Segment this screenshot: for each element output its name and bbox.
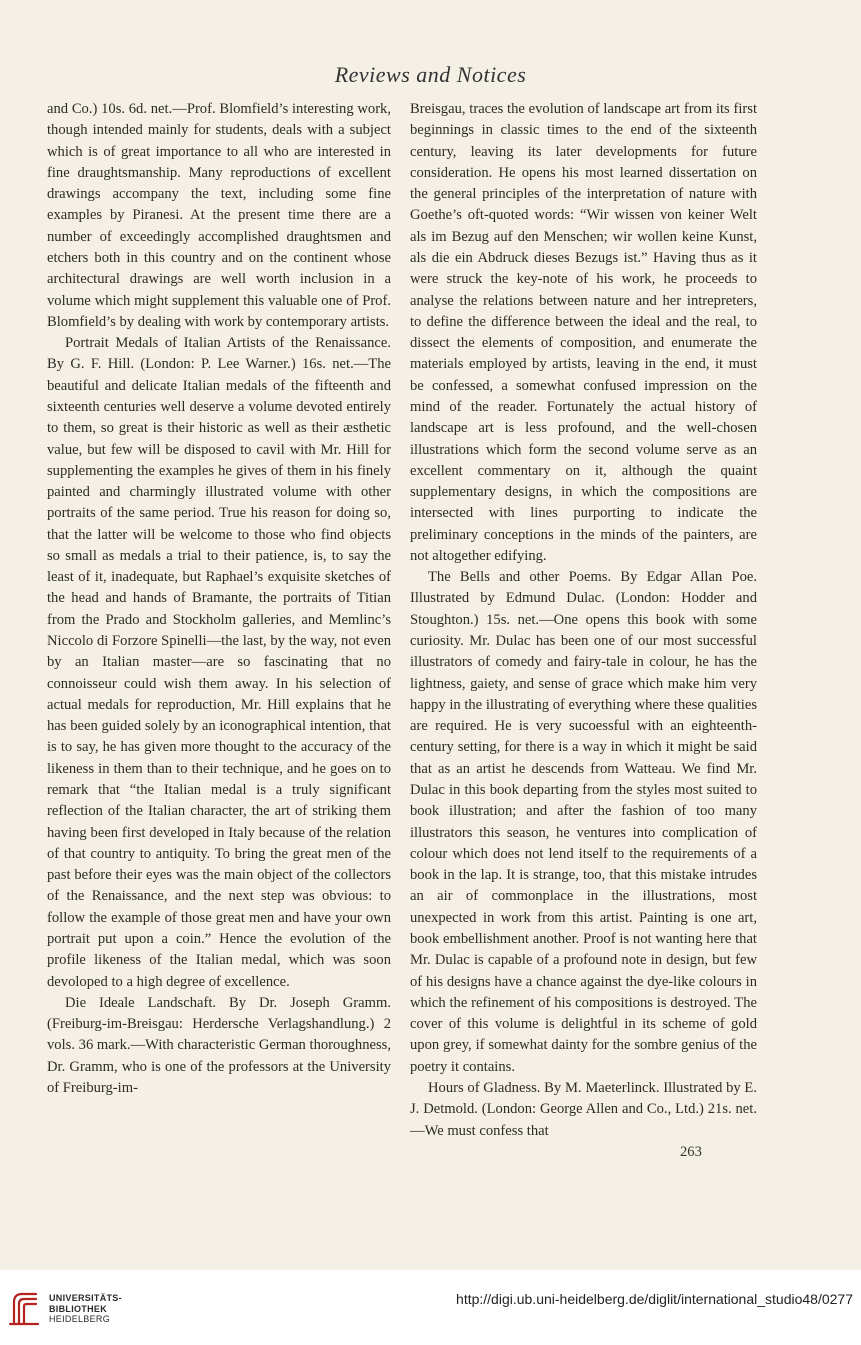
source-url-link[interactable]: http://digi.ub.uni-heidelberg.de/diglit/international_studio48/0277 — [456, 1291, 853, 1307]
digitization-footer — [0, 1270, 861, 1345]
library-name-line: UNIVERSITÄTS- — [49, 1293, 122, 1303]
left-column — [47, 99, 391, 1099]
university-library-logo-icon — [8, 1290, 42, 1328]
review-paragraph: Breisgau, traces the evolution of landscape art from its first beginnings in classic times to the end of the sixteenth century, leaving its later developments for future consideration. He opens his most learned dissertation on the general principles of the interpretation of nature with Goethe’s oft-quoted words: “Wir wissen von keiner Welt als im Bezug auf den Menschen; wir wollen keine Kunst, als die ein Abdruck dieses Bezugs ist.” Having thus as it were struck the key-note of his work, he proceeds to analyse the relations between nature and her intrepreters, to define the difference between the ideal and the real, to dissect the elements of composition, and enumerate the materials employed by artists, leaving in the end, it must be confessed, a somewhat confused impression on the mind of the reader. Fortunately the actual history of landscape art is less profound, and the well-chosen illustrations which form the second volume serve as an excellent commentary on it, although the quaint supplementary designs, in which the compositions are intersected with lines purporting to indicate the preliminary conceptions in the minds of the painters, are not altogether edifying. — [410, 101, 757, 564]
review-paragraph: Die Ideale Landschaft. By Dr. Joseph Gramm. (Freiburg-im-Breisgau: Herdersche Verlagshandlung.) 2 vols. 36 mark.—With characteristic German thoroughness, Dr. Gramm, who is one of the professors at the University of Freiburg-im- — [47, 994, 391, 1096]
library-name-line: HEIDELBERG — [49, 1314, 111, 1324]
library-name — [49, 1293, 122, 1325]
review-paragraph: and Co.) 10s. 6d. net.—Prof. Blomfield’s interesting work, though intended mainly for students, deals with a subject which is of great importance to all who are interested in fine draughtsmanship. Many reproductions of excellent drawings accompany the text, including some fine examples by Piranesi. At the present time there are a number of exceedingly accomplished draughtsmen and etchers both in this country and on the continent whose architectural drawings are well worth inclusion in a volume which might supplement this valuable one of Prof. Blomfield’s by dealing with work by contemporary artists. — [47, 101, 391, 330]
review-paragraph: Portrait Medals of Italian Artists of the Renaissance. By G. F. Hill. (London: P. Lee Warner.) 16s. net.—The beautiful and delicate Italian medals of the fifteenth and sixteenth centuries well deserve a volume devoted entirely to them, so great is their historic as well as their æsthetic value, but few will be disposed to cavil with Mr. Hill for supplementing the examples he gives of them in his finely painted and charmingly illustrated volume with other portraits of the same period. True his reason for doing so, that the latter will be welcome to those who find objects so small as medals a trial to their patience, is, to say the least of it, inadequate, but Raphael’s exquisite sketches of the head and hands of Bramante, the portraits of Titian from the Prado and Stockholm galleries, and Memlinc’s Niccolo di Forzore Spinelli—the last, by the way, not even by an Italian master—are so fascinating that no connoisseur could wish them away. In his selection of actual medals for reproduction, Mr. Hill explains that he has been guided solely by an iconographical intention, that is to say, he has given more thought to the accuracy of the likeness in them than to their technique, and he goes on to remark that “the Italian medal is a truly significant reflection of the Italian character, the art of striking them having been first developed in Italy because of the relation of that country to antiquity. To bring the great men of the past before their eyes was the main object of the collectors of the Renaissance, and the next step was obvious: to follow the example of those great men and have your own portrait put upon a coin.” Hence the evolution of the profile likeness of the Italian medal, which was soon devoloped to a high degree of excellence. — [47, 335, 391, 990]
review-paragraph: Hours of Gladness. By M. Maeterlinck. Illustrated by E. J. Detmold. (London: George Allen and Co., Ltd.) 21s. net.—We must confess that — [410, 1079, 757, 1139]
review-paragraph: The Bells and other Poems. By Edgar Allan Poe. Illustrated by Edmund Dulac. (London: Hodder and Stoughton.) 15s. net.—One opens this book with some curiosity. Mr. Dulac has been one of our most successful illustrators of comedy and fairy-tale in colour, he has the lightness, gaiety, and sense of grace which make him very happy in the illustrating of everything where these qualities are required. He is very sucoessful with an eighteenth-century setting, for there is a way in which it might be said that as an artist he descends from Watteau. We find Mr. Dulac in this book departing from the styles most suited to book illustration; and after the fashion of too many illustrators this season, he ventures into complication of colour which does not lend itself to the requirements of a book in the lap. It is strange, too, that this mistake intrudes an air of commonplace in the illustrations, most unexpected in work from this artist. Painting is one art, book embellishment another. Proof is not wanting here that Mr. Dulac is capable of a profound note in design, but few of his designs have a chance against the dye-like colours in which the refinement of his compositions is destroyed. The cover of this volume is delightful in its scheme of gold upon grey, if somewhat dainty for the sombre genius of the poetry it contains. — [410, 569, 757, 1075]
right-column — [410, 99, 757, 1142]
library-name-line: BIBLIOTHEK — [49, 1303, 107, 1314]
running-title: Reviews and Notices — [334, 62, 527, 87]
page-number: 263 — [680, 1144, 702, 1160]
